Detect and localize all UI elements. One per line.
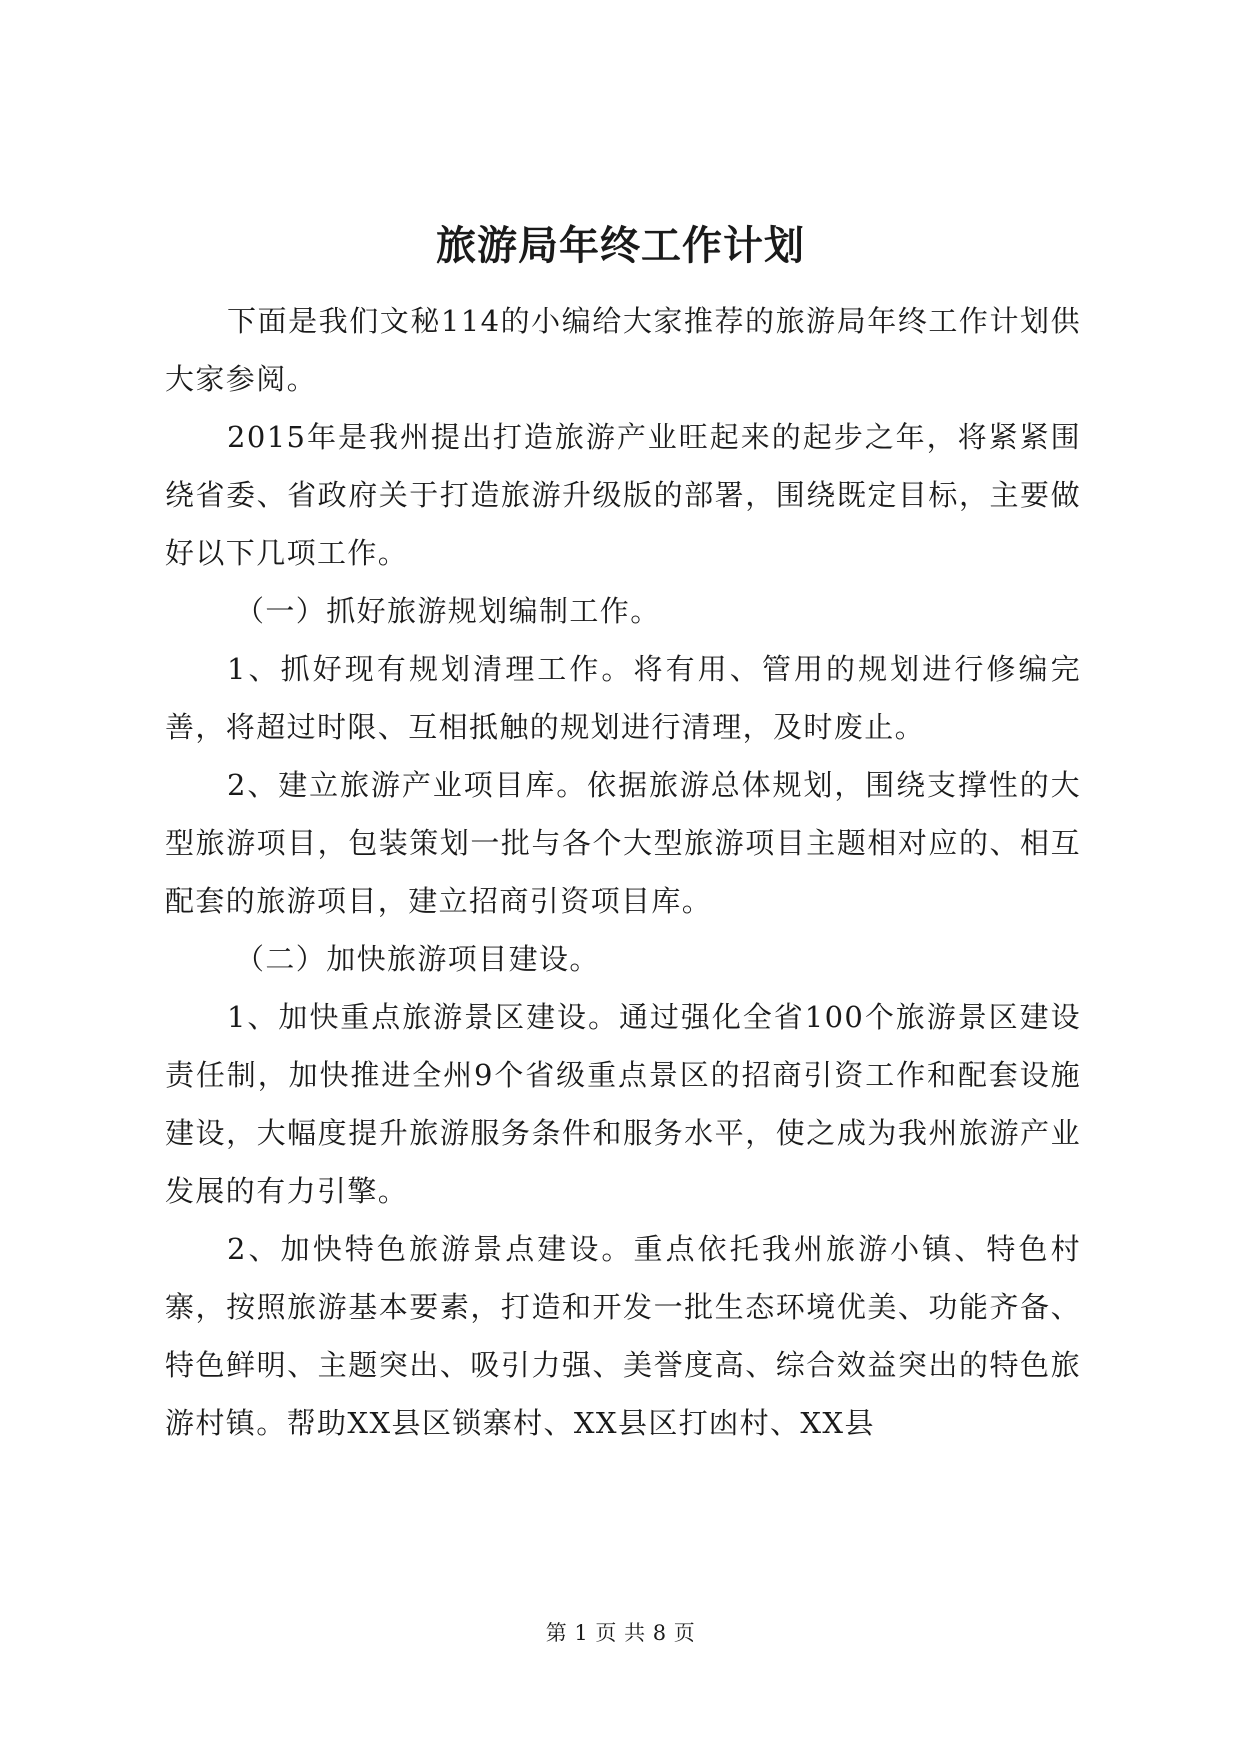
section-heading-2: （二）加快旅游项目建设。 [235,942,600,976]
document-title: 旅游局年终工作计划 [436,223,805,269]
section-heading-1: （一）抓好旅游规划编制工作。 [235,594,661,628]
intro-paragraph: 下面是我们文秘114的小编给大家推荐的旅游局年终工作计划供大家参阅。 [165,304,1081,396]
section-1-item-1: 1、抓好现有规划清理工作。将有用、管用的规划进行修编完善，将超过时限、互相抵触的规划进行清理，及时废止。 [165,652,1081,744]
overview-paragraph: 2015年是我州提出打造旅游产业旺起来的起步之年，将紧紧围绕省委、省政府关于打造旅游升级版的部署，围绕既定目标，主要做好以下几项工作。 [165,420,1081,570]
section-2-item-1: 1、加快重点旅游景区建设。通过强化全省100个旅游景区建设责任制，加快推进全州9个省级重点景区的招商引资工作和配套设施建设，大幅度提升旅游服务条件和服务水平，使之成为我州旅游产业发展的有力引擎。 [165,1000,1081,1208]
section-2-item-2: 2、加快特色旅游景点建设。重点依托我州旅游小镇、特色村寨，按照旅游基本要素，打造和开发一批生态环境优美、功能齐备、特色鲜明、主题突出、吸引力强、美誉度高、综合效益突出的特色旅游村镇。帮助XX县区锁寨村、XX县区打凼村、XX县 [165,1232,1081,1440]
page-footer: 第 1 页 共 8 页 [545,1621,696,1645]
document-body [165,292,1081,1452]
section-1-item-2: 2、建立旅游产业项目库。依据旅游总体规划，围绕支撑性的大型旅游项目，包装策划一批与各个大型旅游项目主题相对应的、相互配套的旅游项目，建立招商引资项目库。 [165,768,1081,918]
